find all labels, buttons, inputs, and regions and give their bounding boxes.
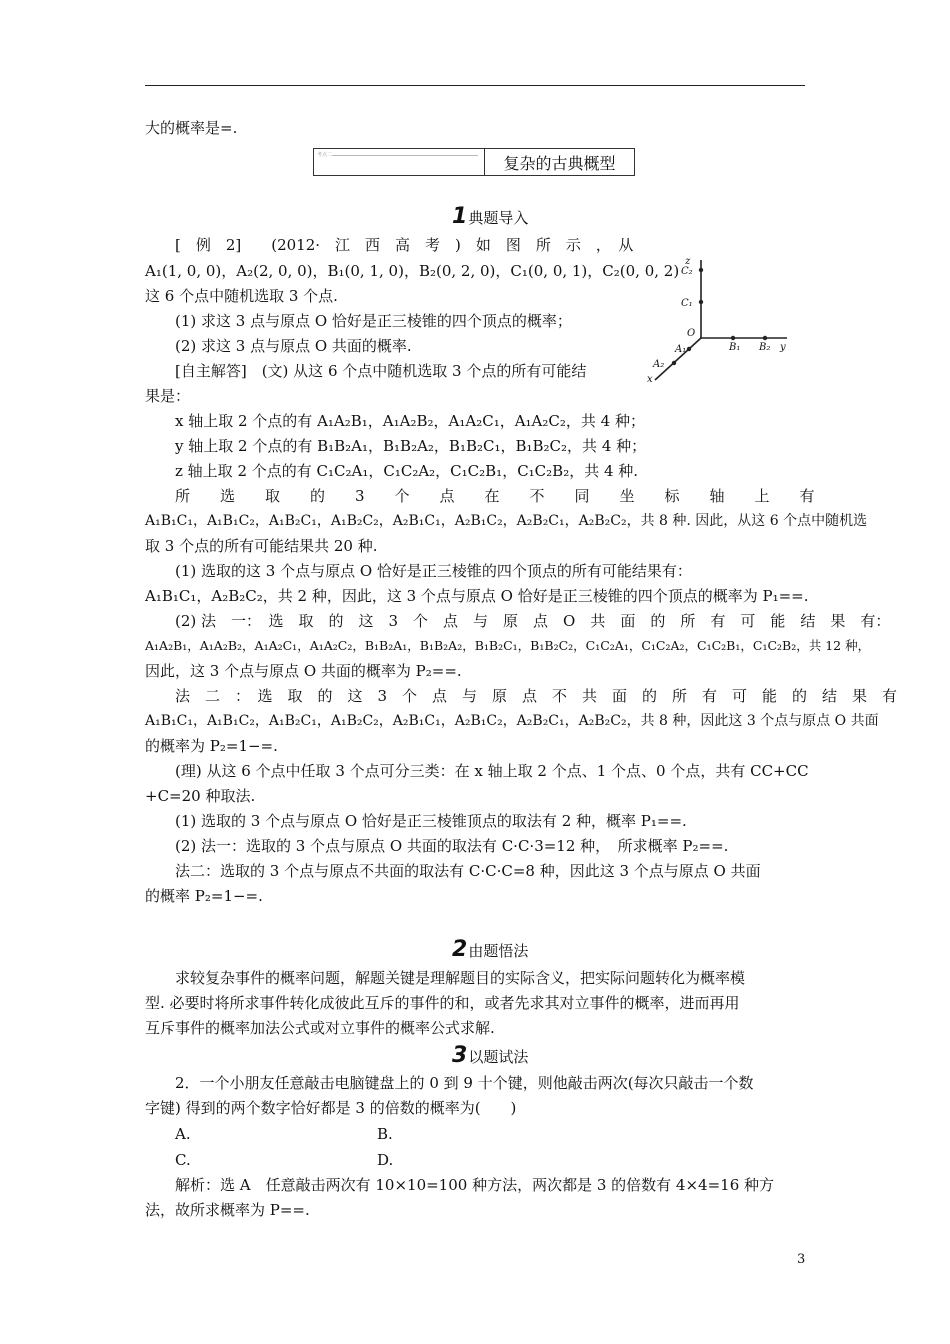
header-rule (145, 85, 805, 86)
text-line: z 轴上取 2 个点的有 C₁C₂A₁，C₁C₂A₂，C₁C₂B₁，C₁C₂B₂，共 4 种. (175, 462, 639, 480)
option-c: C. (175, 1151, 191, 1169)
text-line: 求较复杂事件的概率问题，解题关键是理解题目的实际含义，把实际问题转化为概率模 (175, 969, 746, 987)
text-line: 果是： (145, 387, 191, 405)
section-header-box (313, 148, 635, 176)
text-line: (2) 法 一： 选 取 的 这 3 个 点 与 原 点 O 共 面 的 所 有 可 能 结 果 有： (175, 612, 891, 630)
figure-label: x (647, 374, 653, 385)
text-line: (1) 求这 3 点与原点 O 恰好是正三棱锥的四个顶点的概率； (175, 312, 572, 330)
text-line: 这 6 个点中随机选取 3 个点. (145, 287, 338, 305)
figure-label: B₁ (729, 342, 741, 353)
figure-label: y (780, 342, 786, 353)
text-line: 所 选 取 的 3 个 点 在 不 同 坐 标 轴 上 有 (175, 487, 815, 505)
text-line: +C=20 种取法. (145, 787, 256, 805)
text-line: 的概率 P₂=1−=. (145, 887, 263, 905)
header-mark: 考点二 (314, 149, 485, 175)
text-line: (2) 求这 3 点与原点 O 共面的概率. (175, 337, 412, 355)
figure-label: C₂ (681, 266, 693, 277)
text-line: 的概率为 P₂=1−=. (145, 737, 278, 755)
section-title: 典题导入 (468, 209, 529, 227)
text-line: 型. 必要时将所求事件转化成彼此互斥的事件的和，或者先求其对立事件的概率，进而再用 (145, 994, 740, 1012)
figure-label: O (687, 328, 696, 339)
text-line: 因此，这 3 个点与原点 O 共面的概率为 P₂==. (145, 662, 462, 680)
text-line: A₁B₁C₁，A₁B₁C₂，A₁B₂C₁，A₁B₂C₂，A₂B₁C₁，A₂B₁C₂，A₂B₂C₁，A₂B₂C₂，共 8 种，因此这 3 个点与原点 O 共面 (145, 713, 879, 729)
figure-label: B₂ (759, 342, 771, 353)
option-b: B. (377, 1125, 393, 1143)
text-line: 法二：选取的 3 个点与原点不共面的取法有 C·C·C=8 种，因此这 3 个点与原点 O 共面 (175, 862, 761, 880)
figure-label: A₂ (653, 359, 665, 370)
figure-label: A₁ (675, 344, 687, 355)
section-heading-2 (452, 937, 528, 962)
text-line: (1) 选取的这 3 个点与原点 O 恰好是正三棱锥的四个顶点的所有可能结果有： (175, 562, 692, 580)
text-line: (理) 从这 6 个点中任取 3 个点可分三类：在 x 轴上取 2 个点、1 个点、0 个点，共有 CC+CC (175, 762, 809, 780)
text-line: (2) 法一：选取的 3 个点与原点 O 共面的取法有 C·C·3=12 种， 所求概率 P₂==. (175, 837, 729, 855)
coordinate-figure (645, 250, 795, 390)
answer-line: 解析：选 A 任意敲击两次有 10×10=100 种方法，两次都是 3 的倍数有 4×4=16 种方 (175, 1176, 775, 1194)
text-line: (1) 选取的 3 个点与原点 O 恰好是正三棱锥顶点的取法有 2 种，概率 P₁==. (175, 812, 687, 830)
figure-label: z (685, 256, 691, 267)
text-line: A₁(1, 0, 0)，A₂(2, 0, 0)，B₁(0, 1, 0)，B₂(0, 2, 0)，C₁(0, 0, 1)，C₂(0, 0, 2) (145, 262, 680, 280)
section-heading-3 (452, 1043, 528, 1068)
text-line: A₁A₂B₁，A₁A₂B₂，A₁A₂C₁，A₁A₂C₂，B₁B₂A₁，B₁B₂A₂，B₁B₂C₁，B₁B₂C₂，C₁C₂A₁，C₁C₂A₂，C₁C₂B₁，C₁C₂B₂，共 12 种， (145, 638, 871, 653)
page-number: 3 (797, 1252, 806, 1267)
text-line: A₁B₁C₁，A₁B₁C₂，A₁B₂C₁，A₁B₂C₂，A₂B₁C₁，A₂B₁C₂，A₂B₂C₁，A₂B₂C₂，共 8 种. 因此，从这 6 个点中随机选 (145, 513, 868, 529)
option-d: D. (377, 1151, 394, 1169)
section-title: 由题悟法 (468, 942, 529, 960)
text-line: y 轴上取 2 个点的有 B₁B₂A₁，B₁B₂A₂，B₁B₂C₁，B₁B₂C₂，共 4 种； (175, 437, 647, 455)
text-line: 大的概率是=. (145, 119, 238, 137)
section-number: 2 (452, 937, 468, 962)
text-line: 互斥事件的概率加法公式或对立事件的概率公式求解. (145, 1019, 495, 1037)
example-heading: [ 例 2] (2012· 江 西 高 考 ) 如 图 所 示 ， 从 (175, 236, 634, 254)
answer-line: 法，故所求概率为 P==. (145, 1201, 310, 1219)
text-line: 取 3 个点的所有可能结果共 20 种. (145, 537, 378, 555)
section-title: 以题试法 (468, 1048, 529, 1066)
text-line: 法 二 ： 选 取 的 这 3 个 点 与 原 点 不 共 面 的 所 有 可 能 的 结 果 有 (175, 687, 898, 705)
text-line: A₁B₁C₁，A₂B₂C₂，共 2 种，因此，这 3 个点与原点 O 恰好是正三棱锥的四个顶点的概率为 P₁==. (145, 587, 809, 605)
text-line: x 轴上取 2 个点的有 A₁A₂B₁，A₁A₂B₂，A₁A₂C₁，A₁A₂C₂，共 4 种； (175, 412, 645, 430)
section-number: 3 (452, 1043, 468, 1068)
option-a: A. (175, 1125, 191, 1143)
question-line: 字键) 得到的两个数字恰好都是 3 的倍数的概率为( ) (145, 1099, 517, 1117)
text-line: [自主解答] (文) 从这 6 个点中随机选取 3 个点的所有可能结 (175, 362, 587, 380)
figure-label: C₁ (681, 298, 693, 309)
section-heading-1 (452, 204, 528, 229)
section-header-title: 复杂的古典概型 (503, 153, 616, 173)
question-line: 2．一个小朋友任意敲击电脑键盘上的 0 到 9 十个键，则他敲击两次(每次只敲击一个数 (175, 1074, 754, 1092)
section-number: 1 (452, 204, 468, 229)
